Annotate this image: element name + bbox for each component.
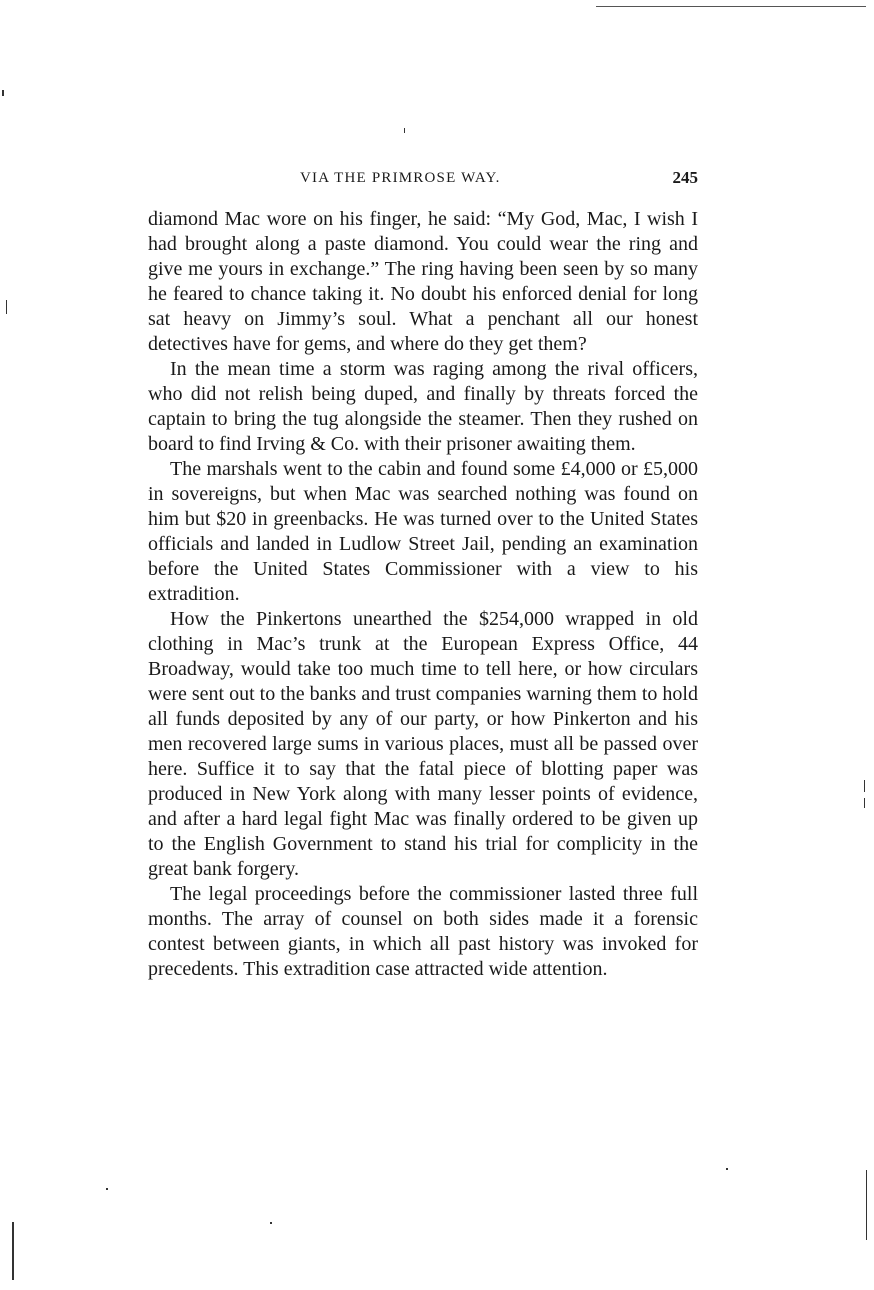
paragraph: How the Pinkertons unearthed the $254,000 wrapped in old clothing in Mac’s trunk at the European Express Office, 44 Broadway, would take too much time to tell here, or how circulars were sent out to the banks and trust companies warning them to hold all funds deposited by any of our party, or how Pinkerton and his men recovered large sums in various places, must all be passed over here. Suffice it to say that the fatal piece of blotting paper was produced in New York along with many lesser points of evidence, and after a hard legal fight Mac was finally ordered to be given up to the English Government to stand his trial for complicity in the great bank forgery. bbox=[148, 608, 698, 880]
running-title: VIA THE PRIMROSE WAY. bbox=[300, 170, 501, 186]
scan-speck bbox=[270, 1222, 272, 1224]
paragraph: In the mean time a storm was raging among the rival officers, who did not relish being duped, and finally by threats forced the captain to bring the tug alongside the steamer. Then they rushed on board to find Irving & Co. with their prisoner awaiting them. bbox=[148, 358, 698, 455]
scan-speck bbox=[726, 1168, 728, 1170]
scan-speck bbox=[106, 1188, 108, 1190]
paragraph: diamond Mac wore on his finger, he said: “My God, Mac, I wish I had brought along a paste diamond. You could wear the ring and give me yours in exchange.” The ring having been seen by so many he feared to chance taking it. No doubt his enforced denial for long sat heavy on Jimmy’s soul. What a penchant all our honest detectives have for gems, and where do they get them? bbox=[148, 208, 698, 355]
paragraph: The marshals went to the cabin and found some £4,000 or £5,000 in sovereigns, but when Mac was searched nothing was found on him but $20 in greenbacks. He was turned over to the United States officials and landed in Ludlow Street Jail, pending an examination before the United States Commissioner with a view to his extradition. bbox=[148, 458, 698, 605]
scan-speck bbox=[866, 1170, 867, 1240]
scan-edge-line bbox=[596, 6, 866, 7]
scan-speck bbox=[864, 798, 865, 808]
scan-speck bbox=[2, 90, 4, 96]
page-number: 245 bbox=[672, 168, 698, 187]
scan-speck bbox=[404, 128, 405, 133]
body-text bbox=[148, 207, 698, 982]
paragraph: The legal proceedings before the commissioner lasted three full months. The array of counsel on both sides made it a forensic contest between giants, in which all past history was invoked for precedents. This extradition case attracted wide attention. bbox=[148, 883, 698, 980]
scan-speck bbox=[864, 780, 865, 792]
scan-speck bbox=[12, 1222, 14, 1280]
scan-speck bbox=[6, 300, 7, 314]
running-header bbox=[148, 168, 698, 194]
